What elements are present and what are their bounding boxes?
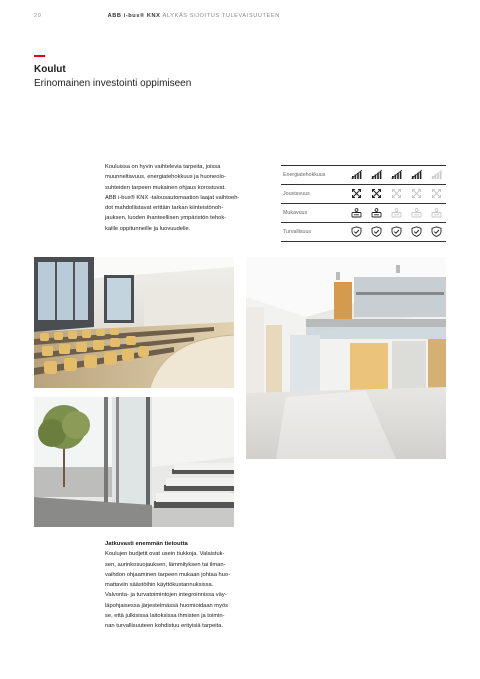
intro-line: kaille oppitunneille ja luovuudelle. [105,225,191,232]
section2-line: Koulujen budjetit ovat usein tiukkoja. Valaistuk- [105,551,225,558]
section2-line: se, että julkisissa laitoksissa ihmisten ja toimin- [105,613,225,620]
intro-paragraph [105,162,280,234]
running-header [34,13,280,19]
thermostat-icon [386,204,406,223]
rating-row [281,166,446,185]
section2-line: sen, aurinkosuojauksen, lämmityksen tai ilman- [105,561,226,568]
section2-line: nan turvallisuuteen kohdistuu erityisiä tarpeita. [105,623,223,630]
arrows-cross-icon [366,185,386,204]
lecture-hall-photo [34,257,234,388]
section2-line: läpohjaisessa järjestelmässä huomioidaan myös [105,602,229,609]
intro-line: suhteiden tarpeen mukainen ohjaus korostuvat. [105,184,226,191]
signal-bars-icon [386,166,406,185]
atrium-photo [246,257,446,459]
intro-line: muunneltavuus, energiatehokkuus ja huoneolo- [105,174,226,181]
accent-bar [34,55,45,57]
page-number: 20 [34,13,42,19]
rating-row [281,185,446,204]
section2-line: vaihdon ohjaaminen tarpeen mukaan johtaa huo- [105,571,230,578]
header-section: ÄLYKÄS SIJOITUS TULEVAISUUTEEN [162,13,280,19]
page-subtitle: Erinomainen investointi oppimiseen [34,78,192,89]
section2-line: Valvonta- ja turvatoimintojen integroinnissa väy- [105,592,227,599]
thermostat-icon [426,204,446,223]
signal-bars-icon [426,166,446,185]
thermostat-icon [406,204,426,223]
arrows-cross-icon [386,185,406,204]
section2-line: mattaviin säästöihin käyttökustannuksissa. [105,582,214,589]
section2-text [105,539,280,632]
rating-label: Mukavuus [281,204,346,223]
rating-row [281,223,446,242]
classroom-photo [34,397,234,527]
intro-line: Kouluissa on hyvin vaihtelevia tarpeita, joissa [105,164,221,170]
shield-check-icon [366,223,386,242]
rating-table [281,165,446,242]
shield-check-icon [426,223,446,242]
shield-check-icon [406,223,426,242]
shield-check-icon [386,223,406,242]
arrows-cross-icon [346,185,366,204]
rating-label: Turvallisuus [281,223,346,242]
intro-line: dot mahdollistavat erittäin tarkan kiinteistönoh- [105,205,224,212]
section2-heading: Jatkuvasti enemmän tietoutta [105,541,188,547]
rating-label: Energiatehokkuus [281,166,346,185]
signal-bars-icon [366,166,386,185]
signal-bars-icon [406,166,426,185]
intro-line: ABB i-bus® KNX -talousautomaation laajat vaihtoeh- [105,194,240,201]
arrows-cross-icon [426,185,446,204]
section2-paragraph [105,549,280,631]
arrows-cross-icon [406,185,426,204]
rating-label: Joustavuus [281,185,346,204]
header-brand: ABB i-bus® KNX [107,13,161,19]
rating-row [281,204,446,223]
thermostat-icon [346,204,366,223]
thermostat-icon [366,204,386,223]
signal-bars-icon [346,166,366,185]
shield-check-icon [346,223,366,242]
intro-line: jauksen, luoden ihanteellisen ympäristön tehok- [105,215,227,222]
page-title: Koulut [34,64,66,75]
